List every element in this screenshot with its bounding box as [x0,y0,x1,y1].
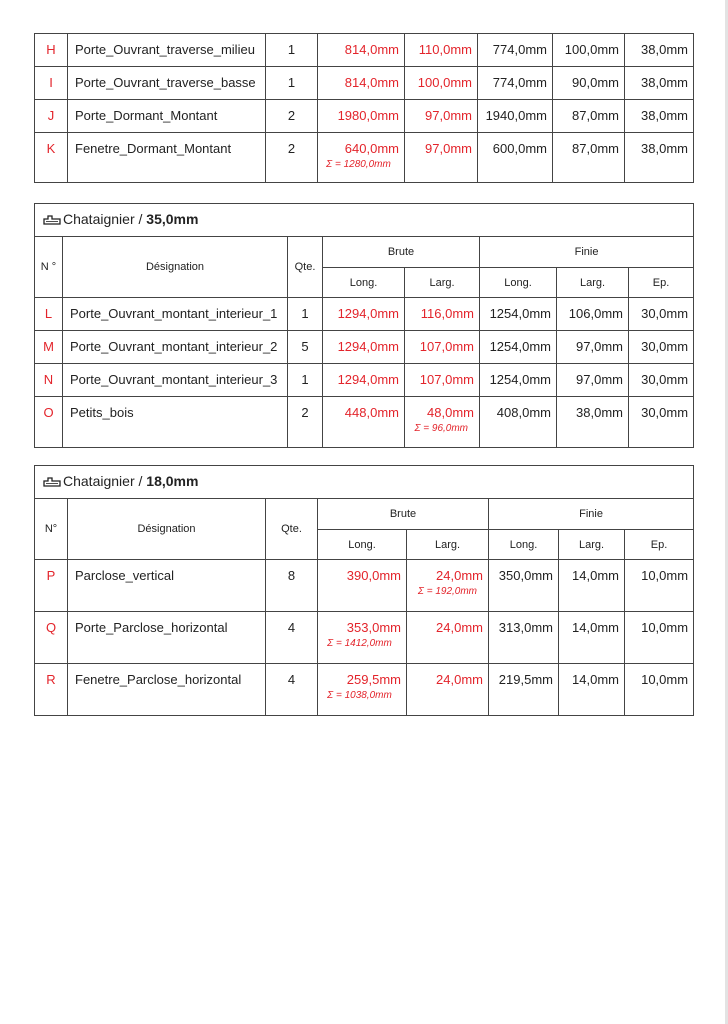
brute-larg: 116,0mm [405,298,480,331]
quantity: 1 [266,34,318,67]
table-row [35,331,694,364]
finie-long: 1254,0mm [480,298,557,331]
section-wood: Chataignier / [63,211,147,227]
header-designation: Désignation [68,499,266,560]
designation: Porte_Ouvrant_montant_interieur_1 [63,298,288,331]
finie-ep: 38,0mm [625,100,694,133]
finie-long: 219,5mm [489,664,559,716]
finie-ep: 10,0mm [625,560,694,612]
section-wood: Chataignier / [63,473,147,489]
brute-long: 814,0mm [318,67,405,100]
brute-long-sum: Σ = 1280,0mm [326,159,391,170]
brute-larg-cell [407,560,489,612]
header-number: N ° [35,237,63,298]
quantity: 1 [266,67,318,100]
finie-long: 350,0mm [489,560,559,612]
brute-larg-sum: Σ = 96,0mm [414,423,468,434]
brute-long: 353,0mm [346,620,401,635]
finie-long: 1940,0mm [478,100,553,133]
brute-long: 814,0mm [318,34,405,67]
brute-long-cell [318,664,407,716]
header-finie-ep: Ep. [629,268,694,298]
quantity: 4 [266,664,318,716]
wood-plank-icon [43,475,61,491]
designation: Fenetre_Dormant_Montant [68,133,266,183]
table-row [35,133,694,183]
finie-larg: 38,0mm [557,397,629,448]
parts-table-1 [34,33,694,183]
brute-long: 1294,0mm [323,331,405,364]
finie-long: 313,0mm [489,612,559,664]
table-row [35,67,694,100]
quantity: 2 [266,133,318,183]
row-letter: H [35,34,68,67]
section-chataignier-35 [34,203,693,448]
wood-plank-icon [43,213,61,229]
finie-larg: 87,0mm [553,100,625,133]
row-letter: O [35,397,63,448]
row-letter: Q [35,612,68,664]
finie-ep: 30,0mm [629,331,694,364]
finie-ep: 30,0mm [629,364,694,397]
section-chataignier-18 [34,465,693,716]
designation: Porte_Ouvrant_montant_interieur_3 [63,364,288,397]
finie-ep: 10,0mm [625,612,694,664]
section-title [35,204,694,237]
table-row [35,612,694,664]
finie-long: 1254,0mm [480,364,557,397]
brute-larg-cell [405,397,480,448]
finie-larg: 106,0mm [557,298,629,331]
finie-larg: 97,0mm [557,364,629,397]
header-finie-long: Long. [489,530,559,560]
brute-larg: 97,0mm [405,100,478,133]
row-letter: M [35,331,63,364]
designation: Porte_Dormant_Montant [68,100,266,133]
designation: Porte_Ouvrant_traverse_basse [68,67,266,100]
brute-larg: 48,0mm [427,405,474,420]
brute-larg: 110,0mm [405,34,478,67]
finie-larg: 14,0mm [559,560,625,612]
parts-table-2 [34,203,694,448]
designation: Porte_Parclose_horizontal [68,612,266,664]
section-title-row [35,204,694,237]
brute-larg: 97,0mm [405,133,478,183]
brute-long-cell [318,133,405,183]
brute-long-cell [318,612,407,664]
quantity: 1 [288,298,323,331]
brute-larg: 24,0mm [407,612,489,664]
header-finie: Finie [489,499,694,530]
header-designation: Désignation [63,237,288,298]
finie-ep: 30,0mm [629,298,694,331]
header-finie-larg: Larg. [559,530,625,560]
header-finie-larg: Larg. [557,268,629,298]
finie-ep: 30,0mm [629,397,694,448]
designation: Petits_bois [63,397,288,448]
designation: Porte_Ouvrant_montant_interieur_2 [63,331,288,364]
header-brute-larg: Larg. [407,530,489,560]
header-row [35,499,694,530]
brute-larg-sum: Σ = 192,0mm [417,586,477,597]
section-thickness: 18,0mm [146,473,199,489]
header-brute: Brute [323,237,480,268]
row-letter: I [35,67,68,100]
table-row [35,100,694,133]
brute-long: 259,5mm [346,672,401,687]
finie-larg: 100,0mm [553,34,625,67]
brute-long: 1980,0mm [318,100,405,133]
brute-larg: 24,0mm [407,664,489,716]
quantity: 4 [266,612,318,664]
brute-long: 448,0mm [323,397,405,448]
header-brute-long: Long. [323,268,405,298]
finie-larg: 90,0mm [553,67,625,100]
quantity: 2 [288,397,323,448]
row-letter: R [35,664,68,716]
row-letter: N [35,364,63,397]
quantity: 2 [266,100,318,133]
brute-long: 1294,0mm [323,364,405,397]
finie-long: 408,0mm [480,397,557,448]
section-title-row [35,466,694,499]
header-finie-long: Long. [480,268,557,298]
table-row [35,397,694,448]
finie-long: 600,0mm [478,133,553,183]
finie-long: 774,0mm [478,67,553,100]
quantity: 8 [266,560,318,612]
table-row [35,364,694,397]
row-letter: L [35,298,63,331]
finie-larg: 14,0mm [559,664,625,716]
table-row [35,298,694,331]
header-brute-larg: Larg. [405,268,480,298]
brute-long: 390,0mm [318,560,407,612]
quantity: 1 [288,364,323,397]
designation: Fenetre_Parclose_horizontal [68,664,266,716]
table-row [35,664,694,716]
row-letter: J [35,100,68,133]
header-number: N° [35,499,68,560]
header-row [35,237,694,268]
brute-larg: 107,0mm [405,331,480,364]
brute-long-sum: Σ = 1412,0mm [327,638,392,649]
designation: Porte_Ouvrant_traverse_milieu [68,34,266,67]
finie-long: 1254,0mm [480,331,557,364]
header-finie: Finie [480,237,694,268]
finie-ep: 38,0mm [625,67,694,100]
table-row [35,34,694,67]
header-brute-long: Long. [318,530,407,560]
finie-ep: 38,0mm [625,133,694,183]
finie-ep: 38,0mm [625,34,694,67]
designation: Parclose_vertical [68,560,266,612]
brute-larg: 107,0mm [405,364,480,397]
finie-ep: 10,0mm [625,664,694,716]
parts-table-3 [34,465,694,716]
brute-larg: 100,0mm [405,67,478,100]
brute-long: 640,0mm [344,141,399,156]
header-quantity: Qte. [266,499,318,560]
finie-long: 774,0mm [478,34,553,67]
row-letter: P [35,560,68,612]
section-title [35,466,694,499]
header-quantity: Qte. [288,237,323,298]
header-brute: Brute [318,499,489,530]
table-continuation [34,33,693,183]
table-row [35,560,694,612]
finie-larg: 97,0mm [557,331,629,364]
finie-larg: 14,0mm [559,612,625,664]
section-thickness: 35,0mm [146,211,199,227]
row-letter: K [35,133,68,183]
brute-long: 1294,0mm [323,298,405,331]
brute-larg: 24,0mm [436,568,483,583]
brute-long-sum: Σ = 1038,0mm [327,690,392,701]
finie-larg: 87,0mm [553,133,625,183]
quantity: 5 [288,331,323,364]
header-finie-ep: Ep. [625,530,694,560]
